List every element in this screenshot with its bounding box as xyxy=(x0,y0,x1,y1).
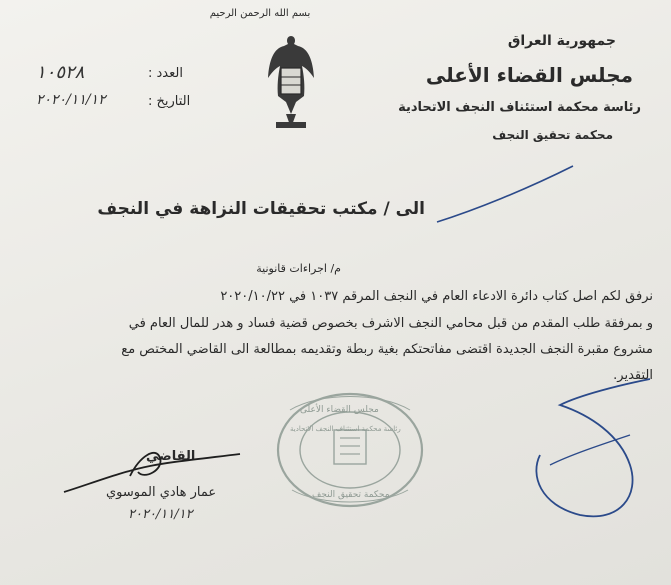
council-heading: مجلس القضاء الأعلى xyxy=(425,63,633,87)
basmala: بسم الله الرحمن الرحيم xyxy=(209,8,311,19)
body-line-3: مشروع مقبرة النجف الجديدة اقتضى مفاتحتكم بغية ربطة وتقديمه بمطالعة الى القاضي المختص مع xyxy=(121,342,653,357)
investigation-court-heading: محكمة تحقيق النجف xyxy=(492,128,613,142)
recipient-line: الى / مكتب تحقيقات النزاهة في النجف xyxy=(97,199,425,219)
stamp-bottom-text: محكمة تحقيق النجف xyxy=(312,490,390,500)
iraq-eagle-emblem-icon xyxy=(266,32,316,132)
court-presidency-heading: رئاسة محكمة استئناف النجف الاتحادية xyxy=(398,100,641,115)
judge-name: عمار هادي الموسوي xyxy=(106,485,217,500)
stamp-outer-text: مجلس القضاء الأعلى xyxy=(300,405,379,415)
republic-heading: جمهورية العراق xyxy=(507,33,616,49)
judge-title: القاضي xyxy=(146,449,196,464)
reference-date-label: التاريخ : xyxy=(148,94,191,109)
body-line-4: التقدير. xyxy=(613,368,653,383)
body-line-1: نرفق لكم اصل كتاب دائرة الادعاء العام في النجف المرقم ١٠٣٧ في ٢٠٢٠/١٠/٢٢ xyxy=(220,289,653,304)
reference-date-value: ٢٠٢٠/١١/١٢ xyxy=(36,92,106,108)
body-line-2: و بمرفقة طلب المقدم من قبل محامي النجف الاشرف بخصوص قضية فساد و هدر للمال العام في xyxy=(128,316,653,331)
pen-stroke-recipient xyxy=(435,160,575,230)
stamp-inner-text: رئاسة محكمة استئناف النجف الاتحادية xyxy=(290,425,401,433)
subject-line: م/ اجراءات قانونية xyxy=(256,262,341,275)
reference-number-label: العدد : xyxy=(148,66,183,81)
handwritten-signature-right xyxy=(520,375,660,525)
signature-date: ٢٠٢٠/١١/١٢ xyxy=(128,507,193,522)
reference-number-value: ١٠٥٢٨ xyxy=(36,62,85,83)
judge-signature-icon xyxy=(60,436,260,506)
